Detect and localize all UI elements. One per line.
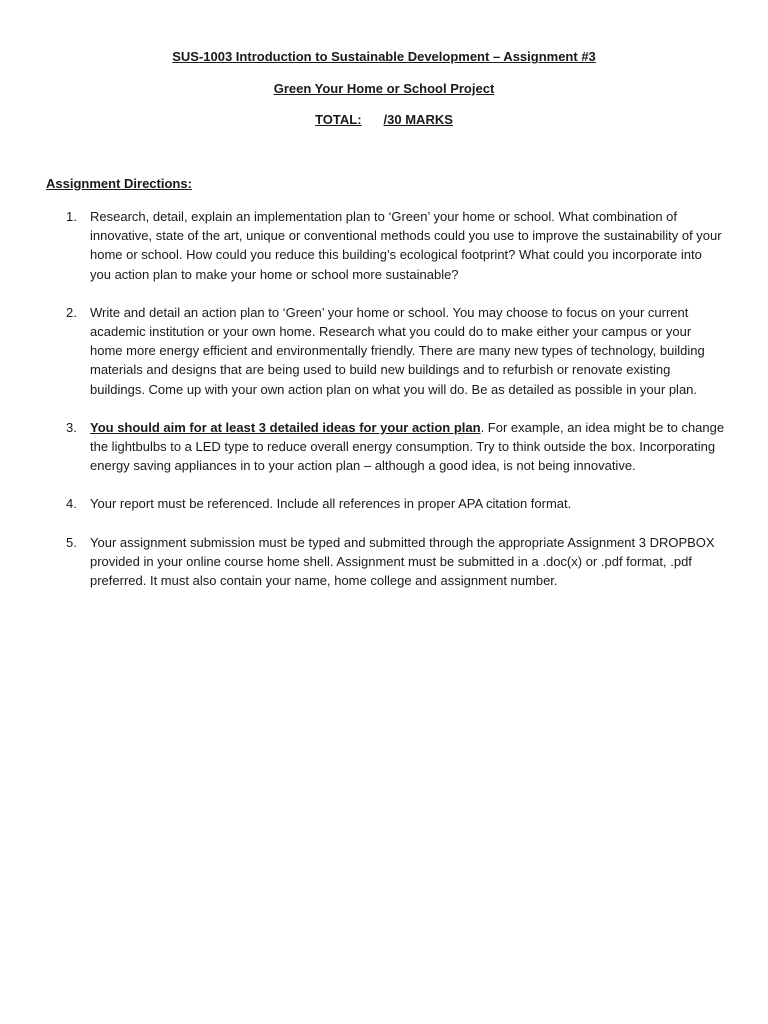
direction-number: 1.: [66, 209, 77, 224]
directions-list: [66, 207, 726, 609]
direction-number: 3.: [66, 419, 77, 435]
direction-text: Write and detail an action plan to ‘Green’ your home or school. You may choose to focus on your current academic institution or your own home. Research what you could do to make either your campus or your home more energy efficient and environmentally friendly. There are many new types of technology, building materials and designs that are being used to build new buildings and to refurbish or renovate existing buildings. Come up with your own action plan on what you will do. Be as detailed as possible in your plan.: [90, 304, 705, 397]
direction-item-2: [66, 303, 726, 399]
direction-item-3: [66, 418, 726, 476]
total-marks: /30 MARKS: [383, 112, 453, 127]
total-marks-line: [0, 112, 768, 128]
direction-number: 2.: [66, 304, 77, 320]
directions-heading: Assignment Directions:: [46, 176, 192, 191]
direction-text: Your assignment submission must be typed and submitted through the appropriate Assignment 3 DROPBOX provided in your online course home shell. Assignment must be submitted in a .doc(x) or .pdf format, .pdf preferred. It must also contain your name, home college and assignment number.: [90, 534, 715, 589]
project-subtitle: Green Your Home or School Project: [273, 81, 495, 96]
direction-item-4: [66, 494, 726, 513]
direction-emphasis: You should aim for at least 3 detailed ideas for your action plan: [90, 419, 481, 435]
direction-number: 4.: [66, 496, 77, 512]
direction-item-5: [66, 533, 726, 591]
direction-text: Research, detail, explain an implementation plan to ‘Green’ your home or school. What combination of innovative, state of the art, unique or conventional methods could you use to improve the sustainability of your home or school. How could you reduce this building’s ecological footprint? What could you incorporate into you action plan to make your home or school more sustainable?: [90, 209, 722, 282]
direction-item-1: [66, 207, 726, 284]
direction-text: . For example, an idea might be to change the lightbulbs to a LED type to reduce overall energy consumption. Try to think outside the box. Incorporating energy saving appliances in to your action plan – although a good idea, is not being innovative.: [90, 419, 725, 474]
total-label: TOTAL:: [315, 112, 362, 127]
direction-number: 5.: [66, 534, 77, 550]
document-title: SUS-1003 Introduction to Sustainable Development – Assignment #3: [172, 49, 596, 64]
direction-text: Your report must be referenced. Include all references in proper APA citation format.: [90, 496, 572, 512]
